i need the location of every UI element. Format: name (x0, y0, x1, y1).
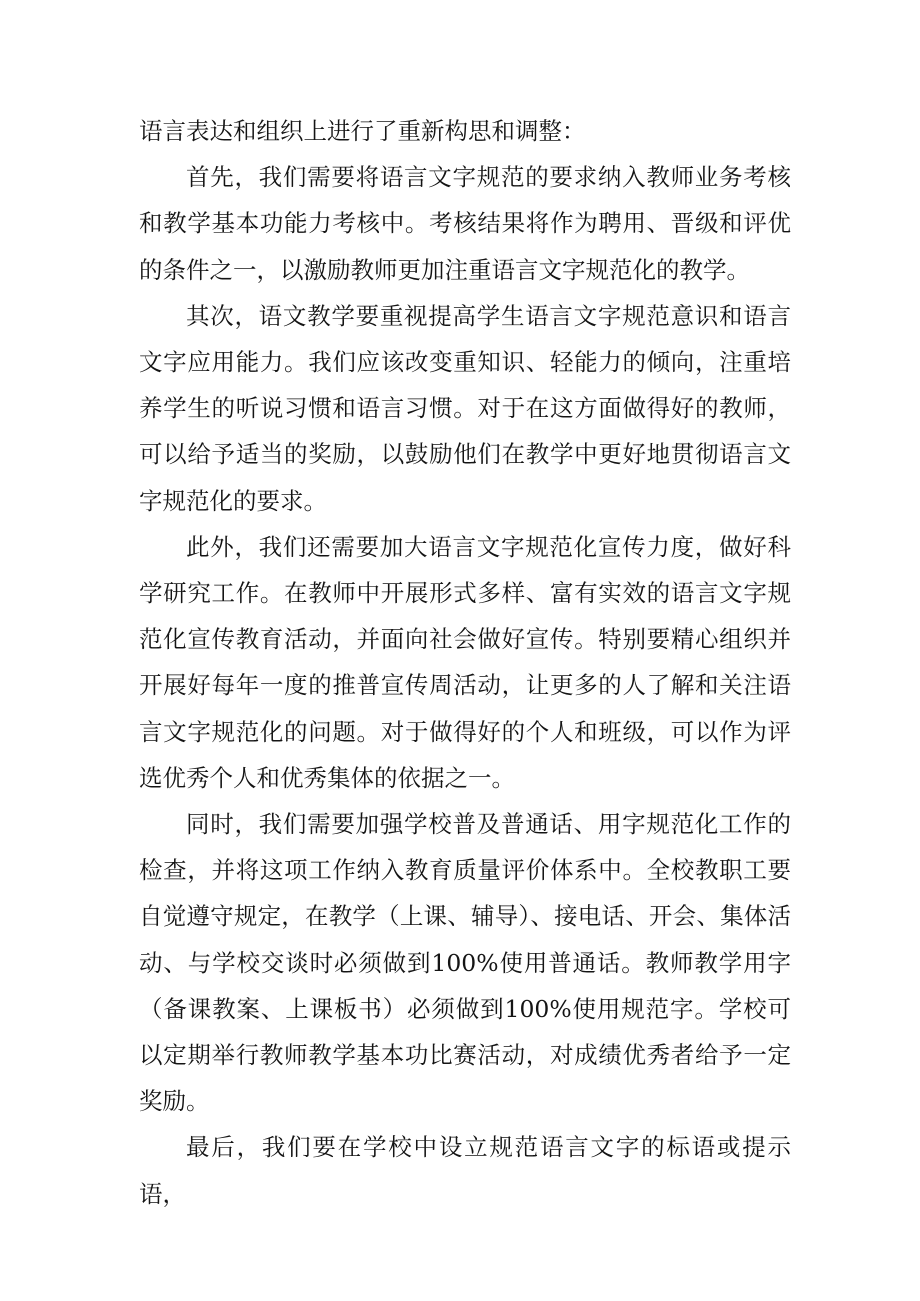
paragraph-first: 首先，我们需要将语言文字规范的要求纳入教师业务考核和教学基本功能力考核中。考核结果将作为聘用、晋级和评优的条件之一，以激励教师更加注重语言文字规范化的教学。 (139, 163, 791, 284)
paragraph-continuation: 语言表达和组织上进行了重新构思和调整： (139, 117, 586, 145)
paragraph-second: 其次，语文教学要重视提高学生语言文字规范意识和语言文字应用能力。我们应该改变重知识、轻能力的倾向，注重培养学生的听说习惯和语言习惯。对于在这方面做得好的教师，可以给予适当的奖励，以鼓励他们在教学中更好地贯彻语言文字规范化的要求。 (139, 301, 791, 515)
document-body (139, 108, 791, 1217)
paragraph-finally: 最后，我们要在学校中设立规范语言文字的标语或提示语， (139, 1133, 791, 1208)
paragraph-meanwhile: 同时，我们需要加强学校普及普通话、用字规范化工作的检查，并将这项工作纳入教育质量评价体系中。全校教职工要自觉遵守规定，在教学（上课、辅导）、接电话、开会、集体活动、与学校交谈时必须做到100%使用普通话。教师教学用字（备课教案、上课板书）必须做到100%使用规范字。学校可以定期举行教师教学基本功比赛活动，对成绩优秀者给予一定奖励。 (139, 810, 791, 1116)
paragraph-additionally: 此外，我们还需要加大语言文字规范化宣传力度，做好科学研究工作。在教师中开展形式多样、富有实效的语言文字规范化宣传教育活动，并面向社会做好宣传。特别要精心组织并开展好每年一度的推普宣传周活动，让更多的人了解和关注语言文字规范化的问题。对于做得好的个人和班级，可以作为评选优秀个人和优秀集体的依据之一。 (139, 532, 791, 792)
